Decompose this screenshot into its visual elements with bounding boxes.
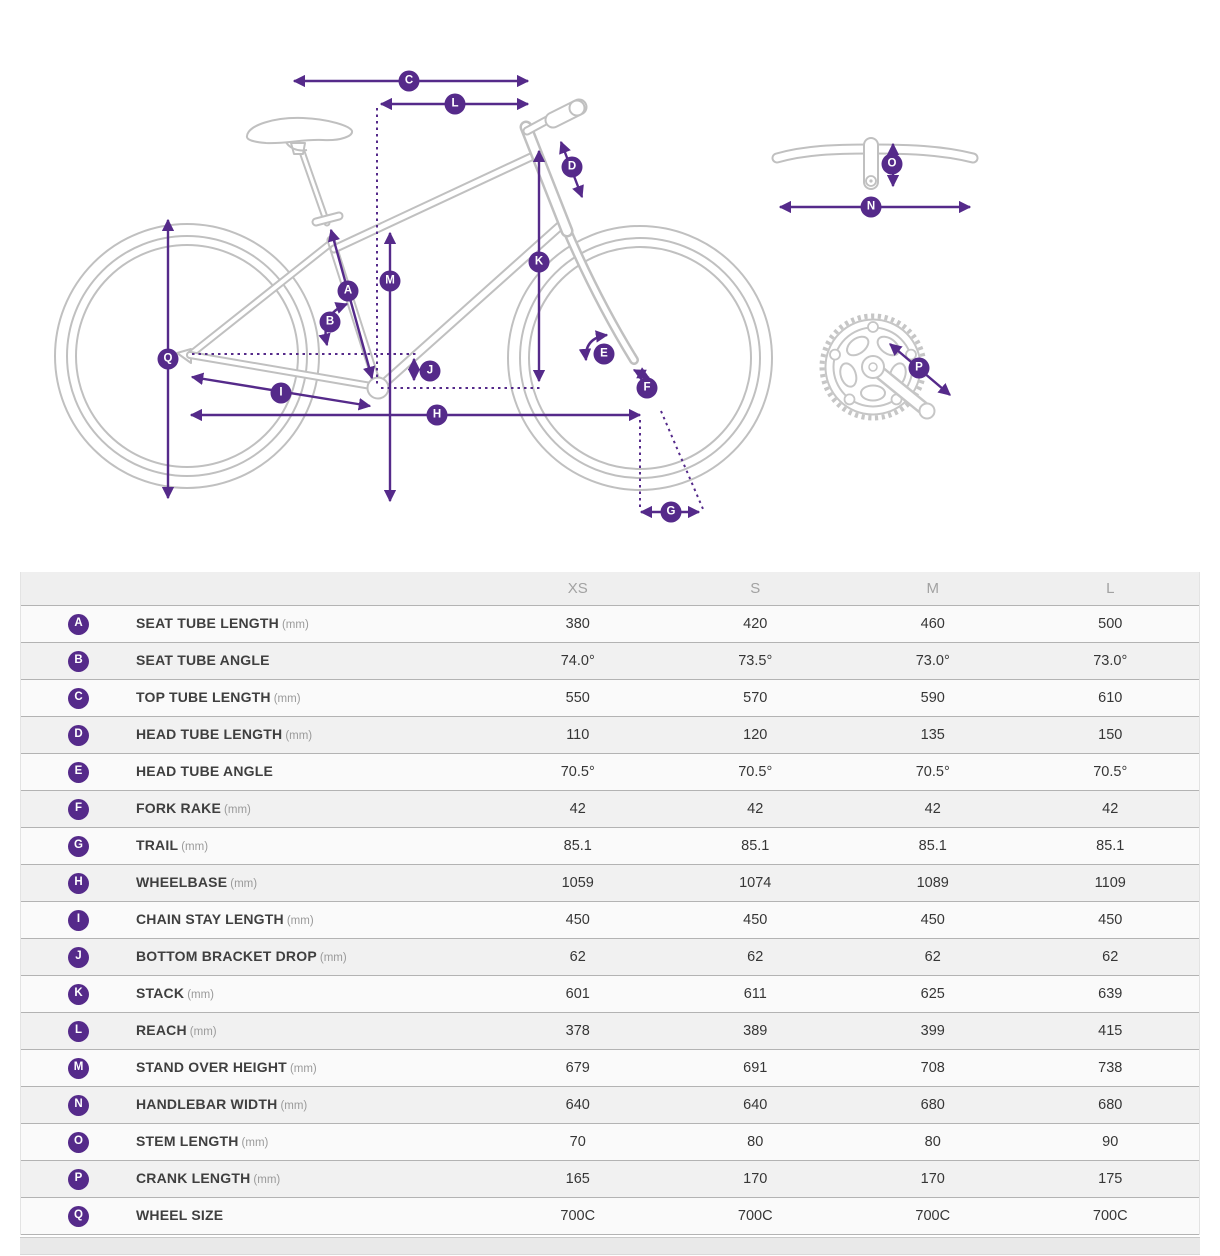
diagram-label-e: E [594, 344, 615, 365]
row-value-xs: 70.5° [560, 764, 595, 780]
row-value-l: 415 [1098, 1023, 1123, 1039]
row-value-xs: 450 [565, 912, 590, 928]
diagram-label-f: F [637, 378, 658, 399]
row-letter-badge: H [68, 873, 89, 894]
diagram-label-c: C [399, 71, 420, 92]
row-label: WHEELBASE [136, 874, 228, 890]
row-value-m: 399 [920, 1023, 945, 1039]
row-letter-badge: L [68, 1021, 89, 1042]
table-row [21, 828, 1199, 865]
row-letter-badge: K [68, 984, 89, 1005]
row-value-l: 1109 [1094, 875, 1126, 891]
bike-line-art [0, 0, 1220, 565]
row-value-s: 170 [743, 1171, 768, 1187]
row-unit: (mm) [319, 952, 347, 964]
diagram-label-n: N [861, 197, 882, 218]
geometry-table-header [21, 572, 1199, 606]
row-unit: (mm) [189, 1026, 217, 1038]
table-row [21, 791, 1199, 828]
diagram-label-h: H [427, 405, 448, 426]
row-letter-badge: J [68, 947, 89, 968]
diagram-label-a: A [338, 281, 359, 302]
row-label: CHAIN STAY LENGTH [136, 911, 284, 927]
row-label: STACK [136, 985, 185, 1001]
geometry-table [20, 572, 1200, 1235]
row-label: HEAD TUBE LENGTH [136, 726, 283, 742]
row-value-m: 135 [920, 727, 945, 743]
row-value-l: 42 [1102, 801, 1119, 817]
row-value-s: 640 [743, 1097, 768, 1113]
row-value-s: 691 [743, 1060, 768, 1076]
row-letter-badge: Q [68, 1206, 89, 1227]
diagram-label-o: O [882, 154, 903, 175]
size-column-header-l: L [1106, 580, 1115, 597]
row-value-m: 590 [920, 690, 945, 706]
table-row [21, 1124, 1199, 1161]
row-value-s: 420 [743, 616, 768, 632]
table-row [21, 939, 1199, 976]
table-row [21, 1013, 1199, 1050]
row-value-s: 85.1 [741, 838, 770, 854]
row-value-s: 570 [743, 690, 768, 706]
row-label: FORK RAKE [136, 800, 222, 816]
row-letter-badge: B [68, 651, 89, 672]
row-value-m: 460 [920, 616, 945, 632]
row-value-xs: 74.0° [560, 653, 595, 669]
size-column-header-s: S [750, 580, 761, 597]
row-value-s: 389 [743, 1023, 768, 1039]
row-value-m: 62 [924, 949, 941, 965]
row-value-l: 738 [1098, 1060, 1123, 1076]
row-label: CRANK LENGTH [136, 1170, 251, 1186]
row-value-s: 70.5° [738, 764, 773, 780]
row-value-xs: 601 [565, 986, 590, 1002]
row-value-l: 62 [1102, 949, 1119, 965]
row-value-m: 625 [920, 986, 945, 1002]
row-label: HEAD TUBE ANGLE [136, 763, 274, 779]
reference-dotted-lines [192, 108, 703, 509]
row-value-m: 170 [920, 1171, 945, 1187]
row-letter-badge: E [68, 762, 89, 783]
table-row [21, 717, 1199, 754]
row-value-xs: 70 [569, 1134, 586, 1150]
table-row [21, 1161, 1199, 1198]
row-value-s: 73.5° [738, 653, 773, 669]
row-value-m: 680 [920, 1097, 945, 1113]
row-letter-badge: O [68, 1132, 89, 1153]
diagram-label-q: Q [158, 349, 179, 370]
row-value-s: 80 [747, 1134, 764, 1150]
row-value-xs: 42 [569, 801, 586, 817]
diagram-label-g: G [661, 502, 682, 523]
saddle [247, 118, 352, 154]
diagram-label-j: J [420, 361, 441, 382]
row-label: REACH [136, 1022, 187, 1038]
row-value-xs: 165 [565, 1171, 590, 1187]
row-value-xs: 62 [569, 949, 586, 965]
table-row [21, 902, 1199, 939]
diagram-label-k: K [529, 252, 550, 273]
table-row [21, 680, 1199, 717]
row-value-m: 42 [924, 801, 941, 817]
row-unit: (mm) [187, 989, 215, 1001]
row-unit: (mm) [241, 1137, 269, 1149]
row-letter-badge: G [68, 836, 89, 857]
table-row [21, 865, 1199, 902]
table-row [21, 976, 1199, 1013]
diagram-label-b: B [320, 312, 341, 333]
row-value-m: 70.5° [915, 764, 950, 780]
row-label: STAND OVER HEIGHT [136, 1059, 287, 1075]
row-letter-badge: F [68, 799, 89, 820]
row-unit: (mm) [181, 841, 209, 853]
row-unit: (mm) [230, 878, 258, 890]
row-label: BOTTOM BRACKET DROP [136, 948, 317, 964]
row-label: TOP TUBE LENGTH [136, 689, 271, 705]
table-row [21, 606, 1199, 643]
row-unit: (mm) [253, 1174, 281, 1186]
row-value-s: 700C [737, 1208, 773, 1224]
row-value-l: 70.5° [1093, 764, 1128, 780]
row-label: TRAIL [136, 837, 179, 853]
row-value-l: 85.1 [1096, 838, 1125, 854]
row-value-xs: 380 [565, 616, 590, 632]
size-column-header-m: M [926, 580, 939, 597]
row-value-xs: 679 [565, 1060, 590, 1076]
diagram-label-l: L [445, 94, 466, 115]
row-letter-badge: C [68, 688, 89, 709]
row-value-l: 610 [1098, 690, 1123, 706]
table-row [21, 1050, 1199, 1087]
row-value-m: 450 [920, 912, 945, 928]
row-letter-badge: D [68, 725, 89, 746]
row-value-m: 1089 [916, 875, 949, 891]
row-value-xs: 110 [566, 727, 590, 743]
size-column-header-xs: XS [567, 580, 588, 597]
row-unit: (mm) [224, 804, 251, 816]
row-value-m: 80 [924, 1134, 941, 1150]
row-value-s: 611 [743, 986, 767, 1002]
row-label: SEAT TUBE ANGLE [136, 652, 270, 668]
diagram-label-d: D [562, 157, 583, 178]
row-unit: (mm) [273, 693, 301, 705]
row-value-m: 73.0° [915, 653, 950, 669]
row-value-l: 450 [1098, 912, 1123, 928]
geometry-table-body [21, 606, 1199, 1235]
diagram-label-i: I [271, 383, 292, 404]
row-value-l: 700C [1092, 1208, 1128, 1224]
row-value-xs: 85.1 [563, 838, 592, 854]
table-row [21, 1087, 1199, 1124]
row-value-m: 85.1 [918, 838, 947, 854]
row-label: WHEEL SIZE [136, 1207, 224, 1223]
row-value-l: 73.0° [1093, 653, 1128, 669]
row-value-s: 450 [743, 912, 768, 928]
row-value-xs: 550 [565, 690, 590, 706]
handlebar-top-view [777, 145, 973, 186]
row-value-s: 120 [743, 727, 768, 743]
table-row [21, 643, 1199, 680]
bike-geometry-diagram [0, 0, 1220, 565]
row-unit: (mm) [289, 1063, 317, 1075]
row-letter-badge: M [68, 1058, 89, 1079]
diagram-label-p: P [909, 358, 930, 379]
next-section-divider [20, 1237, 1200, 1255]
row-label: SEAT TUBE LENGTH [136, 615, 279, 631]
row-value-l: 639 [1098, 986, 1123, 1002]
row-unit: (mm) [286, 915, 314, 927]
table-row [21, 754, 1199, 791]
row-value-xs: 378 [565, 1023, 590, 1039]
row-letter-badge: I [68, 910, 89, 931]
row-label: STEM LENGTH [136, 1133, 239, 1149]
row-unit: (mm) [285, 730, 313, 742]
row-value-l: 90 [1102, 1134, 1119, 1150]
row-value-s: 42 [747, 801, 764, 817]
row-unit: (mm) [281, 619, 309, 631]
table-row [21, 1198, 1199, 1235]
bottom-bracket [368, 378, 389, 399]
row-letter-badge: A [68, 614, 89, 635]
row-letter-badge: P [68, 1169, 89, 1190]
row-value-xs: 640 [565, 1097, 590, 1113]
row-letter-badge: N [68, 1095, 89, 1116]
row-value-xs: 700C [560, 1208, 596, 1224]
row-value-xs: 1059 [561, 875, 594, 891]
row-label: HANDLEBAR WIDTH [136, 1096, 278, 1112]
row-value-l: 175 [1098, 1171, 1123, 1187]
row-value-s: 1074 [739, 875, 772, 891]
arrow-seat-tube-length [331, 230, 372, 378]
row-value-m: 708 [920, 1060, 945, 1076]
row-value-s: 62 [747, 949, 764, 965]
row-value-m: 700C [915, 1208, 951, 1224]
row-value-l: 500 [1098, 616, 1123, 632]
row-value-l: 680 [1098, 1097, 1123, 1113]
row-unit: (mm) [280, 1100, 308, 1112]
diagram-label-m: M [380, 271, 401, 292]
row-value-l: 150 [1098, 727, 1123, 743]
